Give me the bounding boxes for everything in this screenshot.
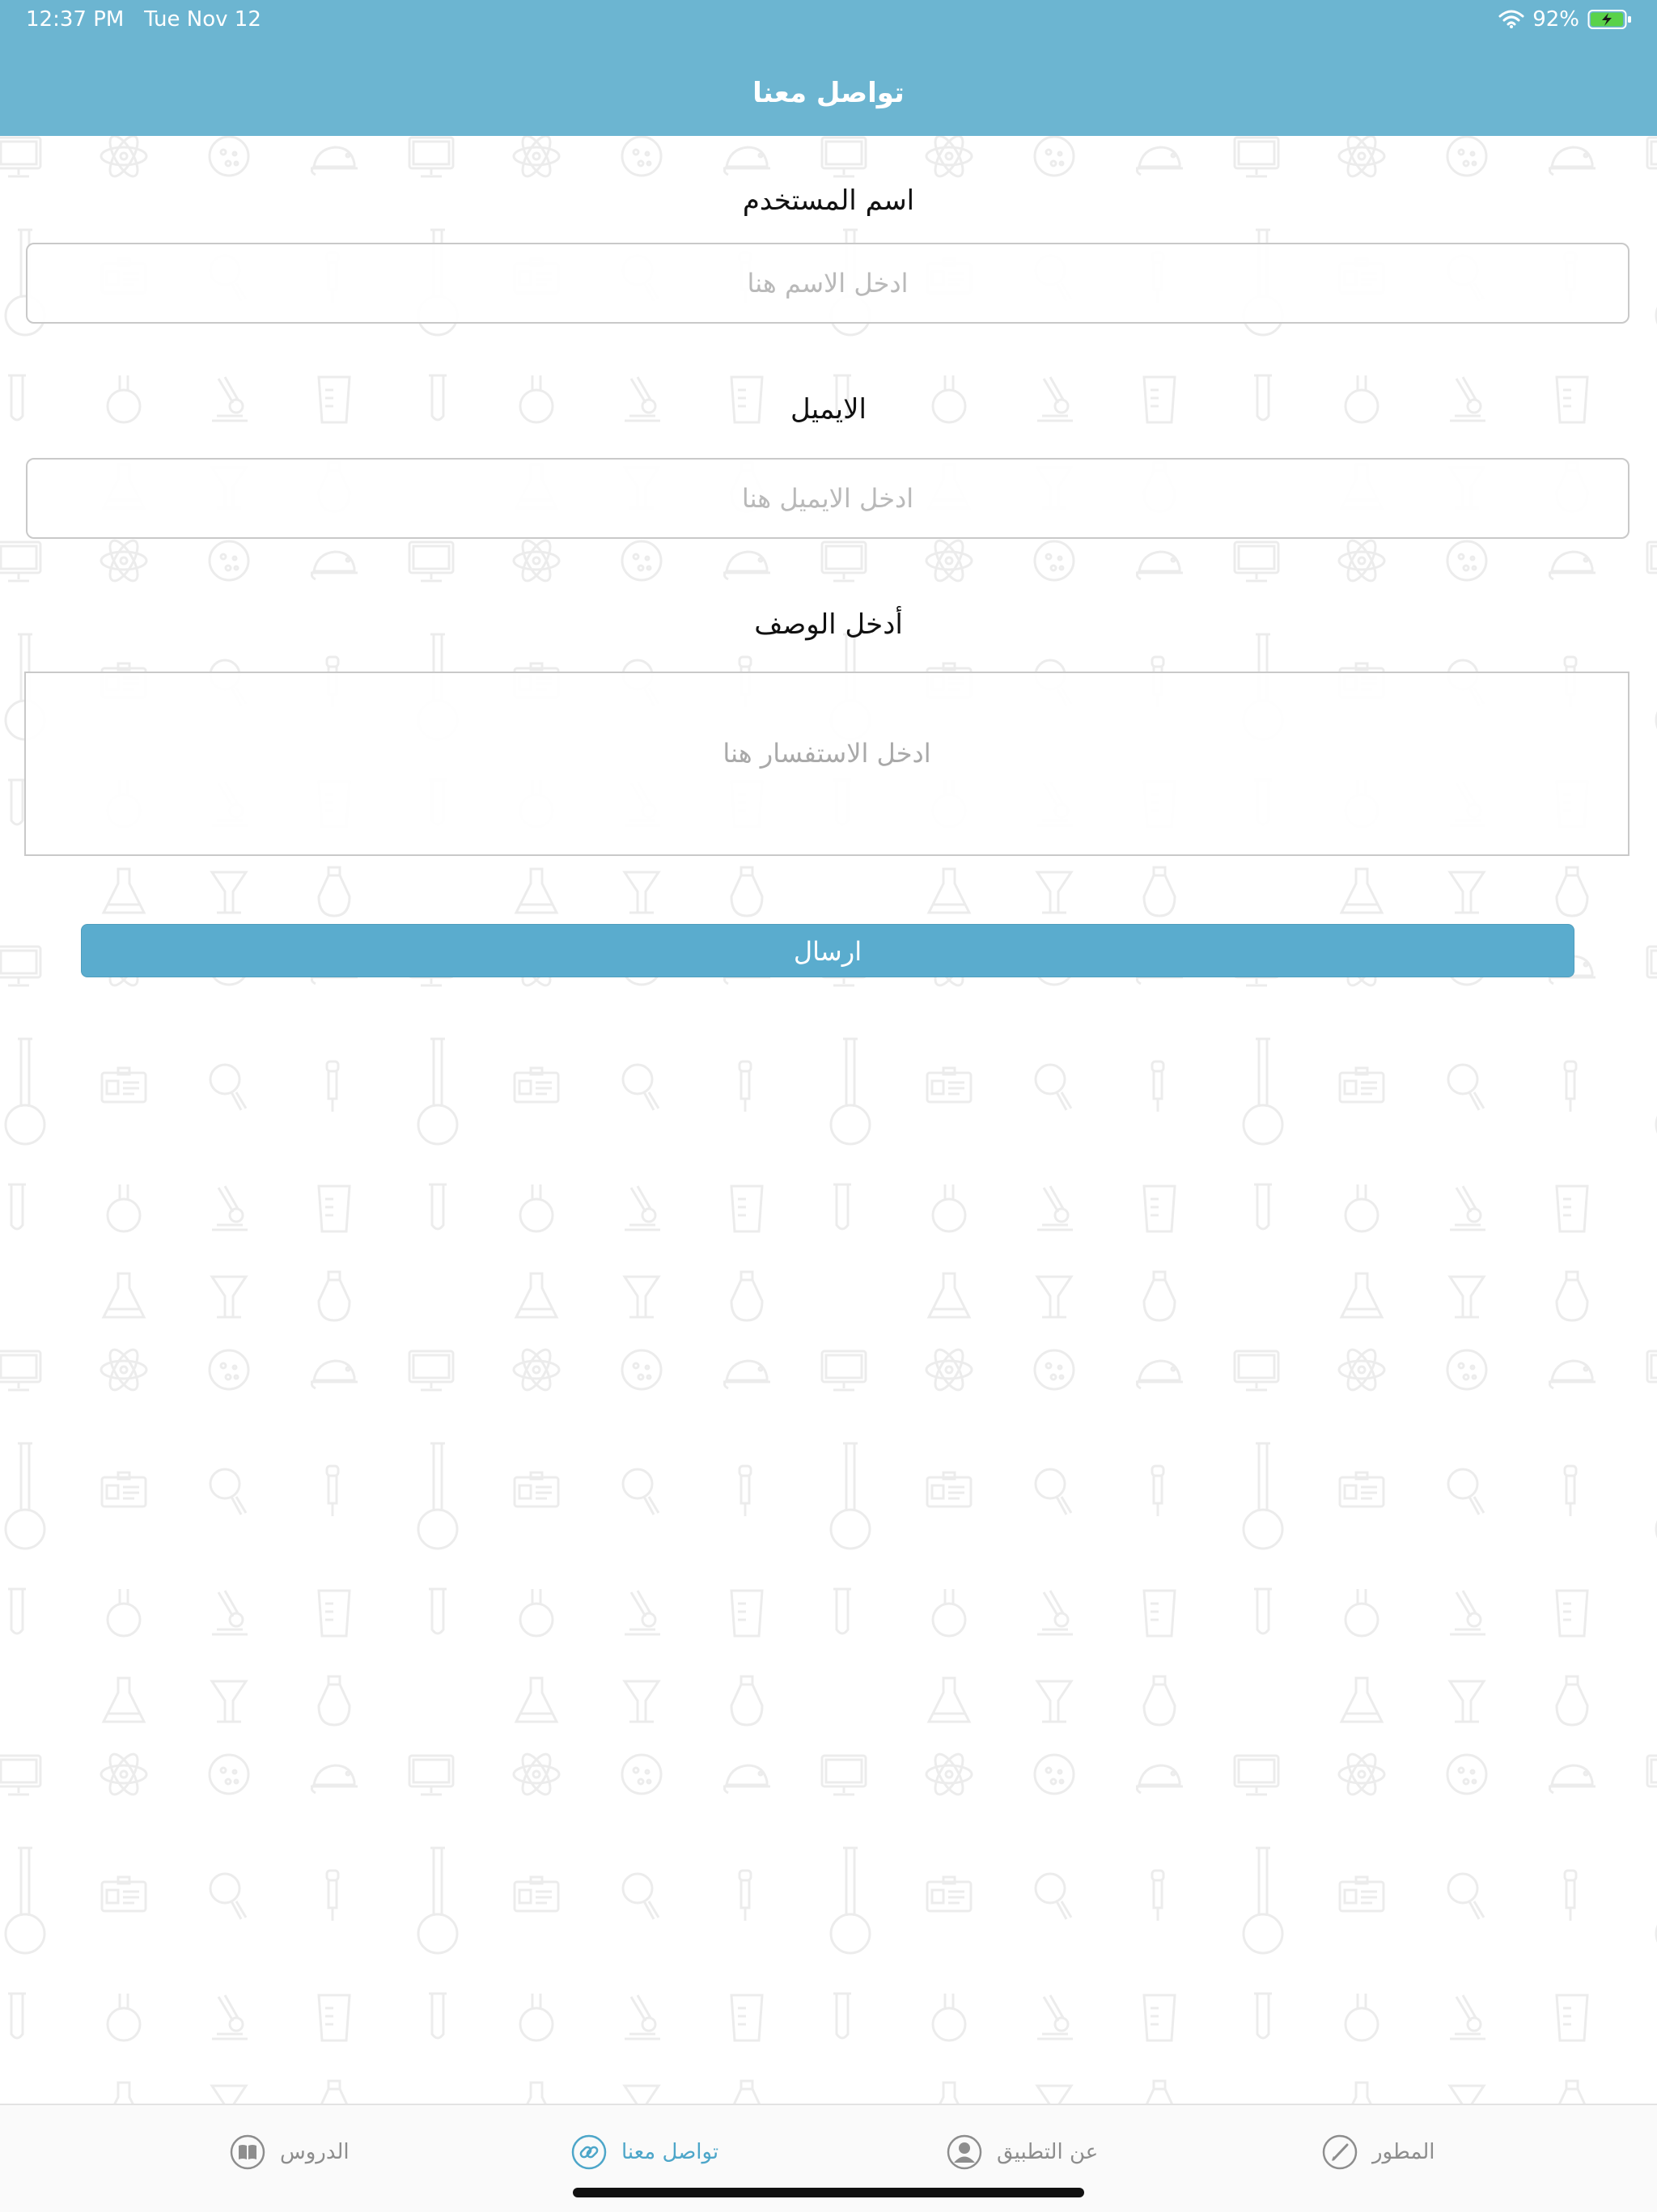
wifi-icon bbox=[1498, 10, 1524, 29]
description-label: أدخل الوصف bbox=[754, 608, 903, 641]
home-indicator bbox=[573, 2188, 1084, 2197]
pencil-icon bbox=[1322, 2134, 1358, 2170]
tab-about-app-label: عن التطبيق bbox=[997, 2140, 1099, 2164]
email-label: الايميل bbox=[790, 393, 867, 426]
description-textarea[interactable] bbox=[24, 672, 1629, 856]
send-button[interactable]: ارسال bbox=[81, 924, 1574, 977]
username-input[interactable] bbox=[26, 243, 1629, 324]
status-time-text: 12:37 PM bbox=[26, 7, 125, 32]
username-label: اسم المستخدم bbox=[742, 184, 915, 217]
science-pattern-background bbox=[0, 136, 1657, 2104]
status-date-text: Tue Nov 12 bbox=[144, 7, 261, 32]
tab-developer-label: المطور bbox=[1372, 2140, 1435, 2164]
tab-contact-us[interactable] bbox=[571, 2129, 718, 2175]
email-input[interactable] bbox=[26, 458, 1629, 539]
tab-lessons[interactable] bbox=[230, 2129, 350, 2175]
battery-percent: 92% bbox=[1532, 7, 1579, 32]
status-bar-time bbox=[26, 5, 261, 34]
tab-contact-us-label: تواصل معنا bbox=[621, 2140, 719, 2164]
tab-developer[interactable] bbox=[1322, 2129, 1435, 2175]
tab-about-app[interactable] bbox=[947, 2129, 1098, 2175]
book-icon bbox=[230, 2134, 265, 2170]
link-icon bbox=[571, 2134, 607, 2170]
page-title: تواصل معنا bbox=[752, 77, 905, 109]
battery-charging-icon bbox=[1587, 9, 1633, 30]
navigation-header bbox=[0, 0, 1657, 136]
status-bar-right bbox=[1498, 5, 1633, 34]
person-icon bbox=[947, 2134, 982, 2170]
tab-lessons-label: الدروس bbox=[280, 2140, 350, 2164]
